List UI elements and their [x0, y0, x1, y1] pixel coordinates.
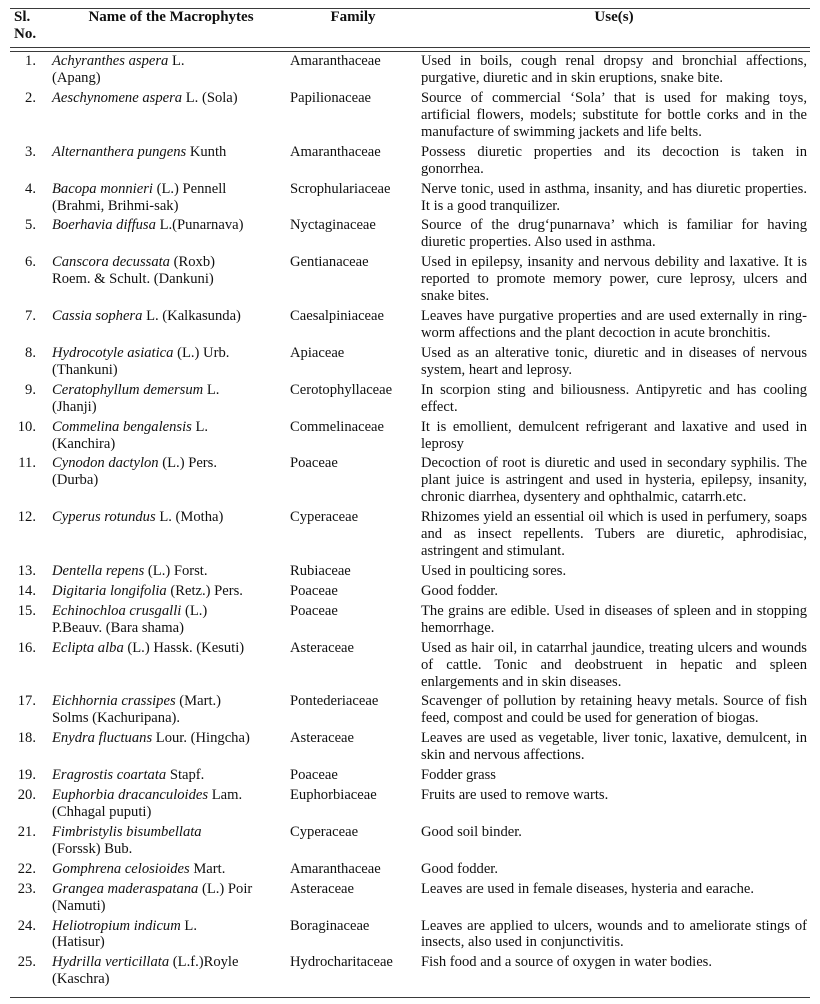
cell-uses: Used as hair oil, in catarrhal jaundice, treating ulcers and wounds of cattle. Tonic and deobstruent in hepatic and spleen enlargements and in skin diseases. — [421, 639, 807, 690]
species-binomial: Aeschynomene aspera — [52, 90, 183, 107]
cell-family: Papilionaceae — [290, 90, 372, 107]
cell-uses: Leaves have purgative properties and are used externally in ring-worm affections and the plant decoction in acute bronchitis. — [421, 308, 807, 342]
cell-serial: 22. — [17, 860, 36, 877]
cell-family: Euphorbiaceae — [290, 787, 377, 804]
document-page — [0, 8, 820, 1004]
species-binomial: Heliotropium indicum — [52, 917, 181, 934]
cell-uses: Used in boils, cough renal dropsy and bronchial affections, purgative, diuretic and in skin eruptions, snake bite. — [421, 53, 807, 87]
species-authority: (Mart.) — [179, 693, 222, 710]
table-row — [10, 418, 810, 455]
species-local-name: (Kaschra) — [52, 971, 110, 988]
cell-species-name — [50, 216, 288, 253]
cell-species-name — [50, 89, 288, 143]
cell-uses: Used in poulticing sores. — [421, 563, 567, 579]
species-local-name: (Apang) — [52, 70, 101, 87]
species-local-name: (Kanchira) — [52, 435, 116, 452]
cell-serial: 10. — [17, 418, 36, 435]
cell-family: Pontederiaceae — [290, 693, 379, 710]
species-authority: L.(Punarnava) — [159, 217, 244, 234]
species-binomial: Alternanthera pungens — [52, 143, 187, 160]
species-authority: L. — [206, 381, 220, 398]
cell-serial: 9. — [25, 381, 36, 398]
species-binomial: Dentella repens — [52, 563, 145, 579]
cell-serial: 4. — [25, 180, 36, 197]
species-local-name: P.Beauv. (Bara shama) — [52, 619, 184, 636]
table-body — [10, 52, 810, 990]
cell-uses: In scorpion sting and biliousness. Antipyretic and has cooling effect. — [421, 381, 807, 415]
table-row — [10, 89, 810, 143]
cell-family: Asteraceae — [290, 639, 354, 656]
species-authority: L. — [184, 917, 197, 934]
cell-family: Amaranthaceae — [290, 53, 381, 70]
species-binomial: Achyranthes aspera — [52, 53, 169, 70]
species-binomial: Boerhavia diffusa — [52, 217, 156, 234]
table-row — [10, 766, 810, 786]
species-binomial: Eclipta alba — [52, 639, 124, 656]
species-binomial: Canscora decussata — [52, 254, 170, 271]
cell-family: Cyperaceae — [290, 823, 359, 840]
table-row — [10, 582, 810, 602]
table-row — [10, 729, 810, 766]
cell-species-name — [50, 52, 288, 89]
species-binomial: Hydrocotyle asiatica — [52, 344, 174, 361]
table-row — [10, 143, 810, 180]
cell-family: Cerotophyllaceae — [290, 381, 393, 398]
cell-species-name — [50, 307, 288, 344]
cell-family: Poaceae — [290, 455, 338, 472]
table-row — [10, 692, 810, 729]
species-binomial: Echinochloa crusgalli — [52, 602, 182, 619]
table-row — [10, 786, 810, 823]
table-bottom-rule — [10, 997, 810, 998]
table-row — [10, 880, 810, 917]
species-binomial: Euphorbia dracanculoides — [52, 787, 209, 804]
cell-species-name — [50, 344, 288, 381]
column-header-name: Name of the Macrophytes — [88, 9, 254, 25]
cell-family: Gentianaceae — [290, 254, 369, 271]
cell-uses: Source of commercial ‘Sola’ that is used for making toys, artificial flowers, models; substitute for bottle corks and in the manufacture of swimming jackets and life belts. — [421, 90, 807, 140]
cell-species-name — [50, 953, 288, 990]
species-local-name: (Chhagal puputi) — [52, 803, 152, 820]
cell-uses: The grains are edible. Used in diseases of spleen and in stopping hemorrhage. — [421, 602, 807, 636]
cell-family: Amaranthaceae — [290, 860, 381, 877]
species-binomial: Cynodon dactylon — [52, 455, 159, 472]
cell-family: Asteraceae — [290, 880, 354, 897]
cell-family: Nyctaginaceae — [290, 217, 376, 234]
species-local-name: (Jhanji) — [52, 398, 97, 415]
cell-uses: Decoction of root is diuretic and used in secondary syphilis. The plant juice is astringent and used in hysteria, epilepsy, insanity, chronic diarrhea, dysentery and ophthalmic, catarrh.etc. — [421, 455, 807, 506]
cell-uses: Fodder grass — [421, 767, 496, 784]
cell-family: Scrophulariaceae — [290, 180, 391, 197]
cell-uses: Good soil binder. — [421, 823, 522, 840]
table-row — [10, 639, 810, 693]
species-authority: (L.f.)Royle — [172, 954, 239, 971]
species-local-name: (Hatisur) — [52, 934, 105, 951]
species-binomial: Enydra fluctuans — [52, 730, 153, 747]
cell-serial: 6. — [25, 254, 36, 271]
species-binomial: Bacopa monnieri — [52, 180, 153, 197]
cell-uses: Used in epilepsy, insanity and nervous debility and laxative. It is reported to promote memory power, cure leprosy, ulcers and snake bites. — [421, 254, 807, 305]
species-binomial: Eragrostis coartata — [52, 767, 167, 784]
species-binomial: Grangea maderaspatana — [52, 880, 199, 897]
cell-serial: 17. — [17, 693, 36, 710]
table-row — [10, 917, 810, 954]
cell-serial: 16. — [17, 639, 36, 656]
species-authority: (L.) Urb. — [177, 344, 230, 361]
species-binomial: Hydrilla verticillata — [52, 954, 170, 971]
species-local-name: (Thankuni) — [52, 361, 118, 378]
cell-uses: Rhizomes yield an essential oil which is used in perfumery, soaps and as insect repellents. Tubers are diuretic, aphrodisiac, astringent and stimulant. — [421, 509, 807, 560]
table-row — [10, 823, 810, 860]
cell-serial: 23. — [17, 880, 36, 897]
cell-family: Poaceae — [290, 767, 338, 784]
cell-family: Apiaceae — [290, 344, 345, 361]
cell-serial: 14. — [17, 582, 36, 599]
cell-serial: 3. — [25, 143, 36, 160]
cell-species-name — [50, 454, 288, 508]
cell-serial: 12. — [17, 509, 36, 526]
species-local-name: Roem. & Schult. (Dankuni) — [52, 271, 214, 288]
cell-family: Commelinaceae — [290, 418, 385, 435]
cell-serial: 5. — [25, 217, 36, 234]
species-authority: (Retz.) Pers. — [170, 582, 243, 599]
cell-species-name — [50, 917, 288, 954]
species-local-name: Solms (Kachuripana). — [52, 710, 181, 727]
cell-species-name — [50, 729, 288, 766]
column-header-serial-line1: Sl. — [14, 9, 31, 25]
species-binomial: Digitaria longifolia — [52, 582, 167, 599]
species-binomial: Cassia sophera — [52, 308, 143, 325]
species-authority: Kunth — [189, 143, 227, 160]
column-header-serial — [10, 9, 50, 45]
species-authority: L. (Sola) — [185, 90, 238, 107]
species-authority: L. (Motha) — [159, 509, 224, 526]
species-binomial: Gomphrena celosioides — [52, 860, 190, 877]
cell-serial: 2. — [25, 90, 36, 107]
table-row — [10, 381, 810, 418]
cell-uses: Good fodder. — [421, 860, 499, 877]
cell-family: Poaceae — [290, 602, 338, 619]
species-binomial: Cyperus rotundus — [52, 509, 156, 526]
cell-species-name — [50, 582, 288, 602]
table-row — [10, 454, 810, 508]
cell-species-name — [50, 823, 288, 860]
cell-uses: It is emollient, demulcent refrigerant and laxative and used in leprosy — [421, 418, 807, 452]
table-row — [10, 602, 810, 639]
cell-serial: 13. — [17, 563, 36, 579]
cell-species-name — [50, 381, 288, 418]
cell-serial: 24. — [17, 917, 36, 934]
table-row — [10, 216, 810, 253]
cell-species-name — [50, 418, 288, 455]
species-authority: (L.) Pennell — [156, 180, 227, 197]
cell-uses: Possess diuretic properties and its decoction is taken in gonorrhea. — [421, 143, 807, 177]
table-row — [10, 344, 810, 381]
cell-species-name — [50, 508, 288, 562]
cell-serial: 11. — [18, 455, 36, 472]
table-row — [10, 180, 810, 217]
table-row — [10, 562, 810, 582]
species-local-name: (Brahmi, Brihmi-sak) — [52, 197, 179, 214]
cell-family: Hydrocharitaceae — [290, 954, 393, 971]
cell-serial: 15. — [17, 602, 36, 619]
column-header-serial-line2: No. — [14, 26, 37, 43]
cell-family: Asteraceae — [290, 730, 354, 747]
table-row — [10, 953, 810, 990]
cell-uses: Scavenger of pollution by retaining heavy metals. Source of fish feed, compost and could be used for generation of biogas. — [421, 693, 807, 727]
cell-species-name — [50, 880, 288, 917]
macrophytes-table — [10, 9, 810, 45]
cell-family: Cyperaceae — [290, 509, 359, 526]
species-authority: (L.) — [184, 602, 208, 619]
column-header-family: Family — [330, 9, 376, 25]
cell-uses: Fish food and a source of oxygen in water bodies. — [421, 954, 712, 971]
species-authority: Mart. — [193, 860, 226, 877]
table-row — [10, 860, 810, 880]
cell-species-name — [50, 692, 288, 729]
species-authority: L. (Kalkasunda) — [146, 308, 241, 325]
cell-serial: 1. — [25, 53, 36, 70]
species-binomial: Commelina bengalensis — [52, 418, 192, 435]
species-authority: Stapf. — [169, 767, 205, 784]
cell-uses: Leaves are used in female diseases, hysteria and earache. — [421, 880, 755, 897]
cell-species-name — [50, 766, 288, 786]
table-row — [10, 508, 810, 562]
cell-uses: Good fodder. — [421, 582, 499, 599]
species-authority: L. — [171, 53, 185, 70]
cell-species-name — [50, 602, 288, 639]
cell-species-name — [50, 180, 288, 217]
macrophytes-table-body — [10, 52, 810, 990]
species-authority: Lour. (Hingcha) — [155, 730, 250, 747]
table-row — [10, 307, 810, 344]
cell-uses: Nerve tonic, used in asthma, insanity, and has diuretic properties. It is a good tranquilizer. — [421, 180, 807, 214]
table-row — [10, 253, 810, 307]
cell-species-name — [50, 143, 288, 180]
cell-serial: 25. — [17, 954, 36, 971]
species-local-name: (Durba) — [52, 472, 99, 489]
cell-family: Caesalpiniaceae — [290, 308, 384, 325]
header-row — [10, 9, 810, 45]
cell-serial: 8. — [25, 344, 36, 361]
table-row — [10, 52, 810, 89]
cell-serial: 7. — [25, 308, 36, 325]
cell-serial: 20. — [17, 787, 36, 804]
species-binomial: Fimbristylis bisumbellata — [52, 823, 202, 840]
column-header-uses: Use(s) — [594, 9, 634, 25]
cell-uses: Source of the drug‘punarnava’ which is familiar for having diuretic properties. Also used in asthma. — [421, 217, 807, 251]
cell-serial: 21. — [17, 823, 36, 840]
cell-family: Rubiaceae — [290, 563, 351, 579]
cell-serial: 18. — [17, 730, 36, 747]
cell-uses: Leaves are used as vegetable, liver tonic, laxative, demulcent, in skin and nervous affections. — [421, 730, 807, 764]
cell-family: Poaceae — [290, 582, 338, 599]
species-authority: (L.) Pers. — [162, 455, 217, 472]
species-binomial: Eichhornia crassipes — [52, 693, 176, 710]
cell-species-name — [50, 562, 288, 582]
cell-family: Amaranthaceae — [290, 143, 381, 160]
cell-species-name — [50, 860, 288, 880]
species-binomial: Ceratophyllum demersum — [52, 381, 204, 398]
cell-family: Boraginaceae — [290, 917, 370, 934]
cell-species-name — [50, 253, 288, 307]
species-local-name: (Forssk) Bub. — [52, 840, 133, 857]
species-authority: (Roxb) — [173, 254, 215, 271]
species-authority: (L.) Forst. — [147, 563, 208, 579]
species-authority: (L.) Hassk. (Kesuti) — [127, 639, 245, 656]
table-header — [10, 9, 810, 45]
cell-serial: 19. — [17, 767, 36, 784]
cell-uses: Fruits are used to remove warts. — [421, 787, 609, 804]
species-authority: Lam. — [211, 787, 243, 804]
cell-uses: Leaves are applied to ulcers, wounds and to ameliorate stings of insects, also used in conjunctivitis. — [421, 917, 807, 951]
species-authority: L. — [195, 418, 209, 435]
species-local-name: (Namuti) — [52, 897, 106, 914]
cell-species-name — [50, 639, 288, 693]
species-authority: (L.) Poir — [202, 880, 253, 897]
cell-uses: Used as an alterative tonic, diuretic and in diseases of nervous system, heart and leprosy. — [421, 344, 807, 378]
cell-species-name — [50, 786, 288, 823]
